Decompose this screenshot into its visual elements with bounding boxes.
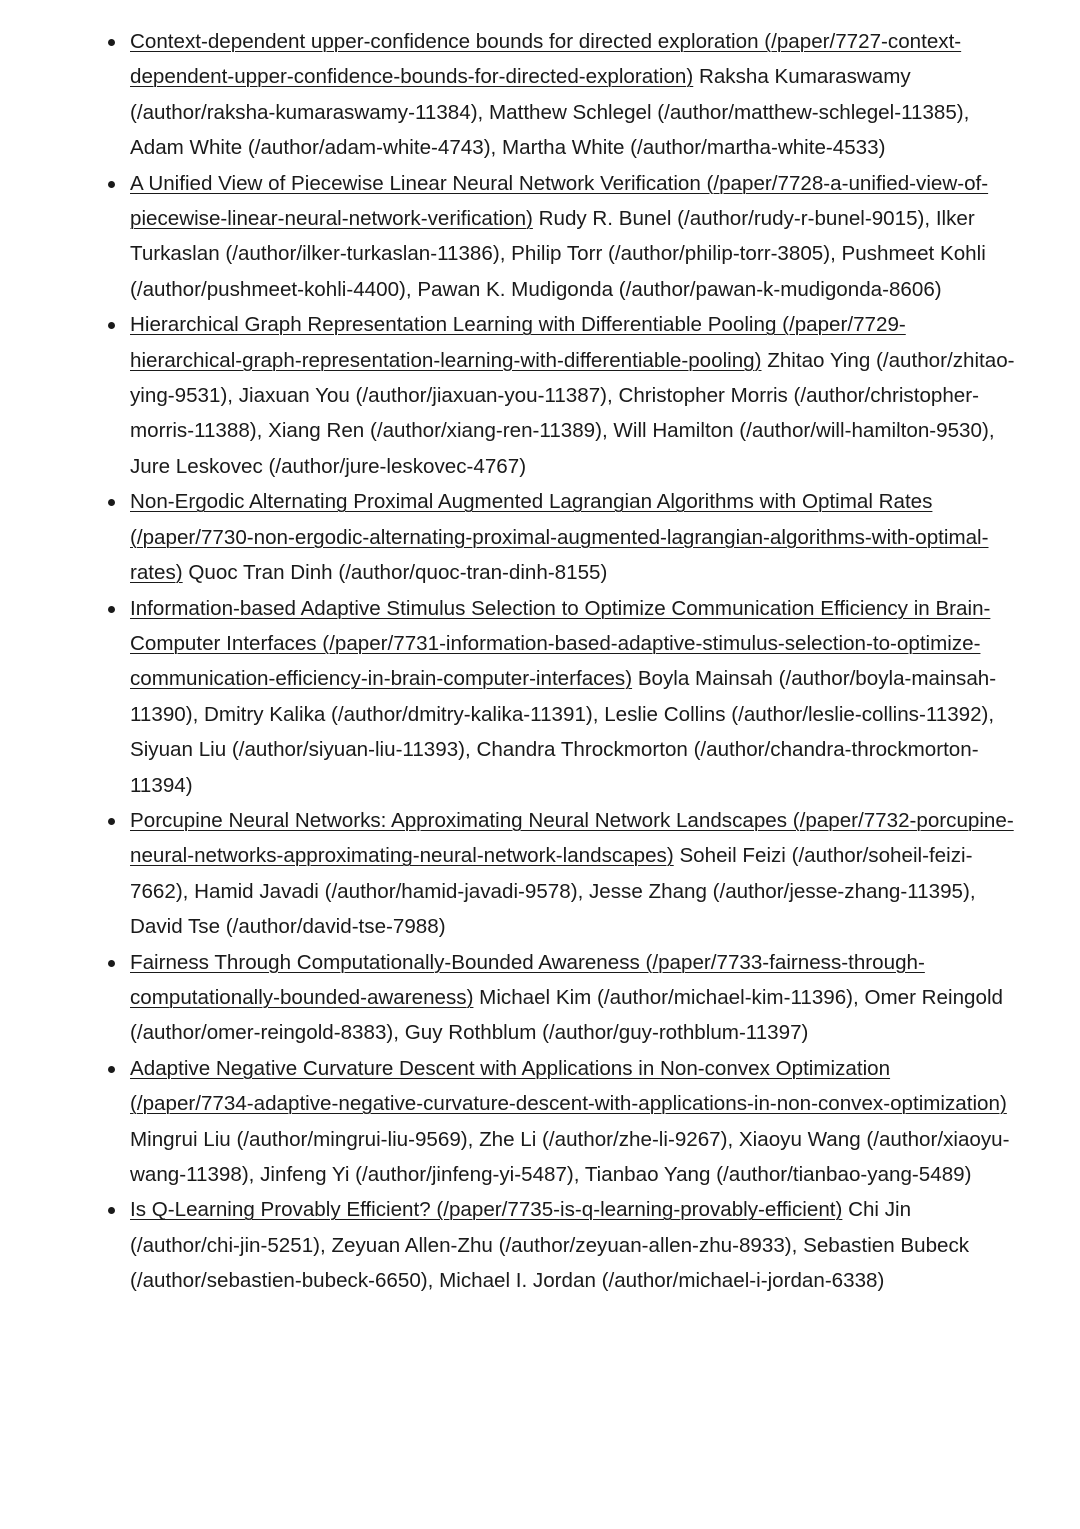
bullet-icon [108,606,115,613]
paper-link[interactable]: Adaptive Negative Curvature Descent with Applications in Non-convex Optimization (/paper/7734-adaptive-negative-curvature-descent-with-applications-in-non-convex-optimization) [130,1056,1007,1116]
bullet-icon [108,39,115,46]
paper-link[interactable]: Information-based Adaptive Stimulus Selection to Optimize Communication Efficiency in Brain-Computer Interfaces (/paper/7731-information-based-adaptive-stimulus-selection-to-optimize-communication-efficiency-in-brain-computer-interfaces) [130,596,991,691]
bullet-icon [108,1066,115,1073]
paper-link[interactable]: A Unified View of Piecewise Linear Neural Network Verification (/paper/7728-a-unified-view-of-piecewise-linear-neural-network-verification) [130,171,989,231]
bullet-icon [108,181,115,188]
list-item [130,1051,1015,1193]
paper-authors: Rudy R. Bunel (/author/rudy-r-bunel-9015), Ilker Turkaslan (/author/ilker-turkaslan-11386), Philip Torr (/author/philip-torr-3805), Pushmeet Kohli (/author/pushmeet-kohli-4400), Pawan K. Mudigonda (/author/pawan-k-mudigonda-8606) [130,207,986,301]
bullet-icon [108,960,115,967]
paper-authors: Zhitao Ying (/author/zhitao-ying-9531), Jiaxuan You (/author/jiaxuan-you-11387), Christopher Morris (/author/christopher-morris-11388), Xiang Ren (/author/xiang-ren-11389), Will Hamilton (/author/will-hamilton-9530), Jure Leskovec (/author/jure-leskovec-4767) [130,348,1015,478]
bullet-icon [108,499,115,506]
list-item [130,945,1015,1051]
bullet-icon [108,1207,115,1214]
paper-authors: Raksha Kumaraswamy (/author/raksha-kumaraswamy-11384), Matthew Schlegel (/author/matthew-schlegel-11385), Adam White (/author/adam-white-4743), Martha White (/author/martha-white-4533) [130,65,970,160]
paper-authors: Quoc Tran Dinh (/author/quoc-tran-dinh-8155) [188,561,608,585]
list-item [130,24,1015,166]
paper-authors: Michael Kim (/author/michael-kim-11396), Omer Reingold (/author/omer-reingold-8383), Guy Rothblum (/author/guy-rothblum-11397) [130,985,1003,1045]
list-item [130,307,1015,484]
paper-link[interactable]: Hierarchical Graph Representation Learning with Differentiable Pooling (/paper/7729-hierarchical-graph-representation-learning-with-differentiable-pooling) [130,313,906,372]
paper-link[interactable]: Context-dependent upper-confidence bounds for directed exploration (/paper/7727-context-dependent-upper-confidence-bounds-for-directed-exploration) [130,30,962,89]
list-item [130,1192,1015,1298]
bullet-icon [108,322,115,329]
list-item [130,591,1015,803]
paper-authors: Mingrui Liu (/author/mingrui-liu-9569), Zhe Li (/author/zhe-li-9267), Xiaoyu Wang (/author/xiaoyu-wang-11398), Jinfeng Yi (/author/jinfeng-yi-5487), Tianbao Yang (/author/tianbao-yang-5489) [130,1127,1010,1186]
paper-link[interactable]: Porcupine Neural Networks: Approximating Neural Network Landscapes (/paper/7732-porcupine-neural-networks-approximating-neural-network-landscapes) [130,808,1014,868]
paper-link[interactable]: Fairness Through Computationally-Bounded Awareness (/paper/7733-fairness-through-computationally-bounded-awareness) [130,950,925,1009]
bullet-icon [108,818,115,825]
paper-authors: Chi Jin (/author/chi-jin-5251), Zeyuan Allen-Zhu (/author/zeyuan-allen-zhu-8933), Sebastien Bubeck (/author/sebastien-bubeck-6650), Michael I. Jordan (/author/michael-i-jordan-6338) [130,1198,970,1293]
paper-authors: Boyla Mainsah (/author/boyla-mainsah-11390), Dmitry Kalika (/author/dmitry-kalika-11391), Leslie Collins (/author/leslie-collins-11392), Siyuan Liu (/author/siyuan-liu-11393), Chandra Throckmorton (/author/chandra-throckmorton-11394) [130,667,997,797]
paper-authors: Soheil Feizi (/author/soheil-feizi-7662), Hamid Javadi (/author/hamid-javadi-9578), Jesse Zhang (/author/jesse-zhang-11395), David Tse (/author/david-tse-7988) [130,844,976,939]
paper-list [130,24,1015,1299]
list-item [130,166,1015,308]
list-item [130,484,1015,590]
paper-link[interactable]: Is Q-Learning Provably Efficient? (/paper/7735-is-q-learning-provably-efficient) [130,1198,843,1222]
list-item [130,803,1015,945]
paper-link[interactable]: Non-Ergodic Alternating Proximal Augmented Lagrangian Algorithms with Optimal Rates (/paper/7730-non-ergodic-alternating-proximal-augmented-lagrangian-algorithms-with-optimal-rates) [130,490,989,585]
